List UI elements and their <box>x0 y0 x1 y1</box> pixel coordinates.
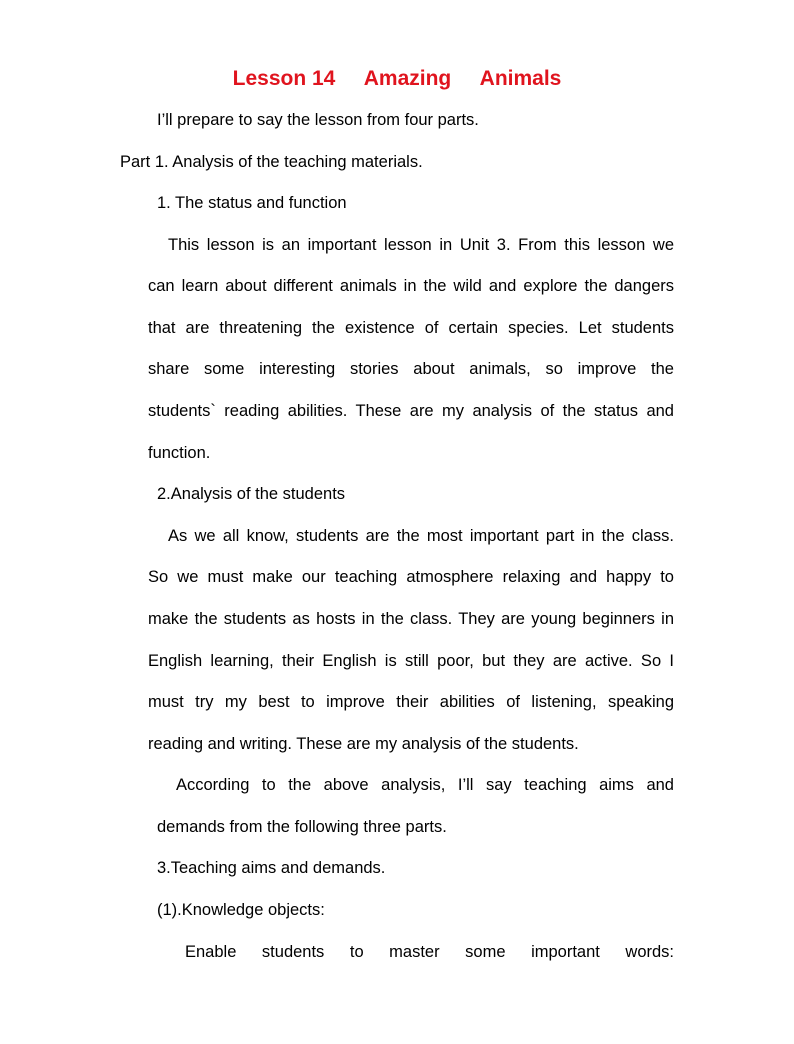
paragraph-line: students` reading abilities. These are my analysis of the status and <box>148 402 674 420</box>
paragraph-line: So we must make our teaching atmosphere relaxing and happy to <box>148 568 674 586</box>
paragraph-line: According to the above analysis, I’ll say teaching aims and <box>176 776 674 794</box>
part1-heading: Part 1. Analysis of the teaching materials. <box>120 153 423 171</box>
section1-heading: 1. The status and function <box>157 194 347 212</box>
intro-text: I’ll prepare to say the lesson from four parts. <box>157 111 479 129</box>
subsection1-heading: (1).Knowledge objects: <box>157 901 325 919</box>
paragraph-line: demands from the following three parts. <box>157 818 447 836</box>
paragraph-line: share some interesting stories about animals, so improve the <box>148 360 674 378</box>
paragraph-line: can learn about different animals in the wild and explore the dangers <box>148 277 674 295</box>
paragraph-line: English learning, their English is still poor, but they are active. So I <box>148 652 674 670</box>
page-title: Lesson 14 Amazing Animals <box>232 67 562 90</box>
paragraph-line: must try my best to improve their abilities of listening, speaking <box>148 693 674 711</box>
paragraph-line: reading and writing. These are my analysis of the students. <box>148 735 579 753</box>
paragraph-line: This lesson is an important lesson in Unit 3. From this lesson we <box>168 236 674 254</box>
paragraph-line: function. <box>148 444 211 462</box>
section2-heading: 2.Analysis of the students <box>157 485 346 503</box>
paragraph-line: that are threatening the existence of certain species. Let students <box>148 319 674 337</box>
paragraph-line: Enable students to master some important words: <box>185 943 674 961</box>
paragraph-line: As we all know, students are the most important part in the class. <box>168 527 674 545</box>
paragraph-line: make the students as hosts in the class. They are young beginners in <box>148 610 674 628</box>
section3-heading: 3.Teaching aims and demands. <box>157 859 386 877</box>
